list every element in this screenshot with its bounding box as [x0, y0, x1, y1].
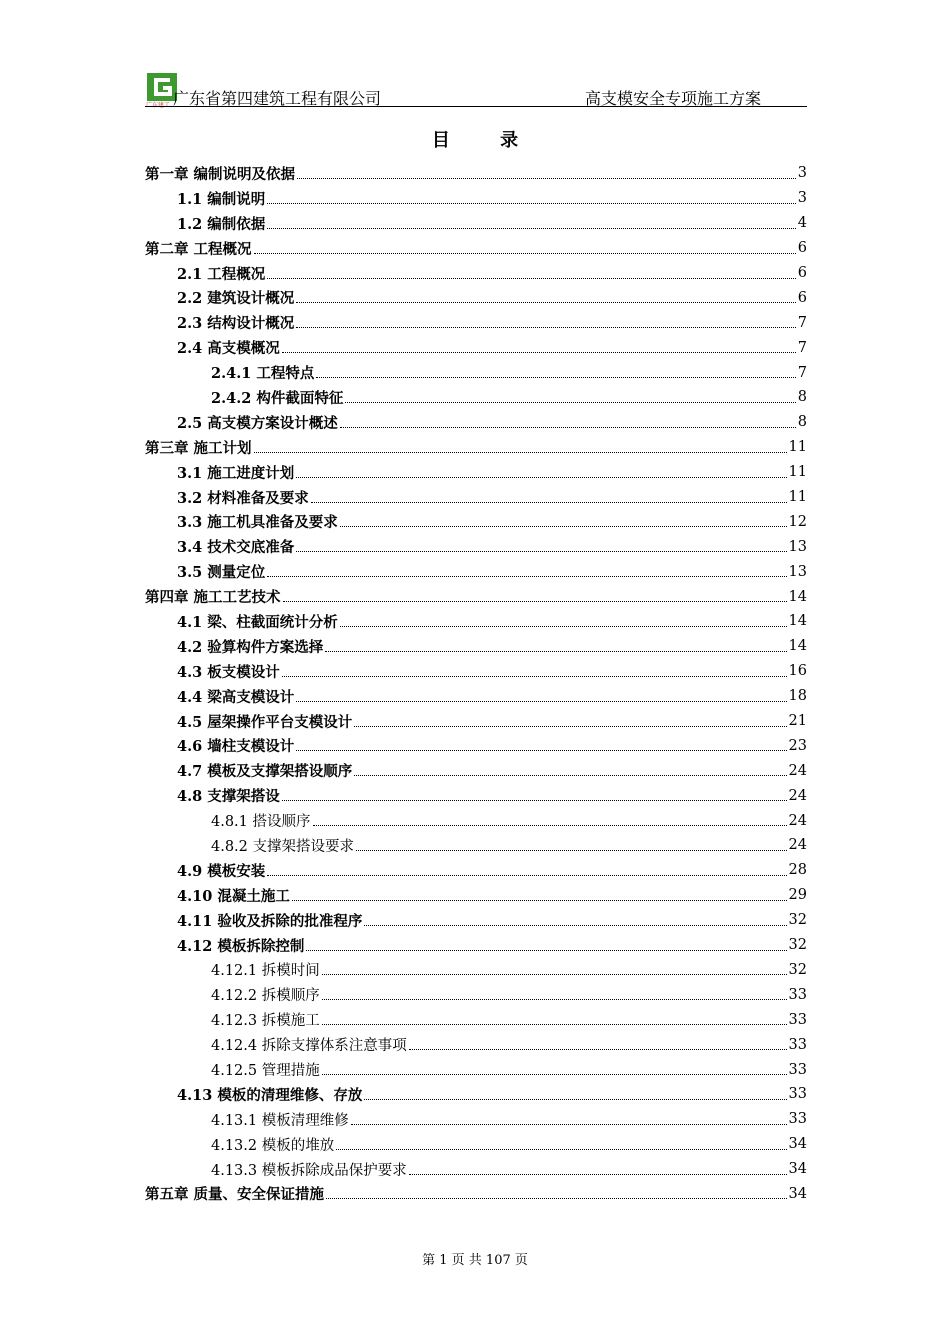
toc-leader-dots	[409, 1174, 787, 1175]
toc-entry[interactable]	[145, 634, 807, 659]
toc-entry-page: 11	[788, 489, 807, 506]
toc-entry-label: 2.2 建筑设计概况	[177, 290, 295, 308]
toc-entry-label: 4.13 模板的清理维修、存放	[177, 1086, 363, 1104]
toc-entry[interactable]	[145, 709, 807, 734]
toc-entry-label: 3.3 施工机具准备及要求	[177, 514, 338, 532]
table-of-contents	[145, 161, 807, 1206]
toc-entry-page: 11	[788, 439, 807, 456]
toc-leader-dots	[325, 651, 786, 652]
toc-entry-label: 4.10 混凝土施工	[177, 887, 290, 905]
toc-entry-label: 4.4 梁高支模设计	[177, 688, 295, 706]
toc-entry-label: 2.3 结构设计概况	[177, 315, 295, 333]
toc-entry-page: 24	[788, 812, 807, 829]
toc-entry-page: 24	[788, 837, 807, 854]
toc-entry[interactable]	[145, 335, 807, 360]
toc-entry-label: 4.6 墙柱支模设计	[177, 738, 295, 756]
toc-leader-dots	[354, 775, 786, 776]
toc-leader-dots	[297, 178, 796, 179]
toc-entry[interactable]	[145, 285, 807, 310]
toc-entry[interactable]	[145, 186, 807, 211]
toc-entry-label: 4.12 模板拆除控制	[177, 937, 305, 955]
toc-entry-label: 第四章 施工工艺技术	[145, 589, 281, 607]
toc-entry-page: 33	[788, 986, 807, 1003]
toc-entry-page: 6	[797, 265, 807, 281]
toc-entry-label: 2.1 工程概况	[177, 265, 266, 283]
toc-leader-dots	[356, 850, 787, 851]
toc-entry-label: 第三章 施工计划	[145, 439, 252, 457]
toc-entry-label: 3.1 施工进度计划	[177, 464, 295, 482]
toc-entry-label: 4.11 验收及拆除的批准程序	[177, 912, 363, 930]
toc-entry-label: 4.12.5 管理措施	[211, 1063, 320, 1079]
toc-entry-label: 第二章 工程概况	[145, 240, 252, 258]
toc-leader-dots	[254, 452, 787, 453]
toc-entry-page: 13	[788, 538, 807, 555]
toc-entry[interactable]	[145, 783, 807, 808]
toc-entry-page: 33	[788, 1111, 807, 1128]
toc-entry[interactable]	[145, 684, 807, 709]
toc-leader-dots	[364, 1099, 786, 1100]
toc-entry-page: 32	[788, 937, 807, 954]
toc-leader-dots	[296, 750, 786, 751]
toc-leader-dots	[311, 502, 787, 503]
toc-entry[interactable]	[145, 485, 807, 510]
toc-entry-page: 34	[788, 1161, 807, 1178]
page-footer: 第 1 页 共 107 页	[422, 1253, 528, 1268]
toc-entry-label: 2.4.2 构件截面特征	[211, 389, 344, 407]
toc-leader-dots	[316, 377, 795, 378]
toc-leader-dots	[364, 925, 786, 926]
toc-entry-label: 3.5 测量定位	[177, 564, 266, 582]
toc-leader-dots	[296, 477, 786, 478]
toc-leader-dots	[267, 228, 795, 229]
toc-entry-label: 3.2 材料准备及要求	[177, 489, 309, 507]
toc-entry-page: 7	[797, 364, 807, 381]
toc-entry-label: 4.7 模板及支撑架搭设顺序	[177, 763, 353, 781]
toc-entry-label: 第一章 编制说明及依据	[145, 165, 296, 183]
toc-entry-label: 4.12.2 拆模顺序	[211, 988, 320, 1005]
toc-entry[interactable]	[145, 808, 807, 833]
toc-leader-dots	[296, 551, 786, 552]
toc-entry-page: 32	[788, 961, 807, 978]
toc-entry[interactable]	[145, 1032, 807, 1057]
toc-entry[interactable]	[145, 982, 807, 1007]
toc-entry[interactable]	[145, 1132, 807, 1157]
toc-entry-label: 3.4 技术交底准备	[177, 539, 295, 557]
toc-leader-dots	[351, 1124, 787, 1125]
toc-entry[interactable]	[145, 1182, 807, 1207]
toc-entry-page: 3	[797, 190, 807, 207]
toc-entry-page: 14	[788, 613, 807, 630]
toc-leader-dots	[354, 726, 786, 727]
toc-entry-page: 32	[788, 912, 807, 929]
header-rule	[145, 106, 807, 107]
toc-entry-page: 33	[788, 1061, 807, 1078]
toc-entry[interactable]	[145, 211, 807, 236]
toc-leader-dots	[313, 825, 787, 826]
toc-entry[interactable]	[145, 733, 807, 758]
toc-entry[interactable]	[145, 1157, 807, 1182]
toc-entry-page: 14	[788, 588, 807, 605]
toc-leader-dots	[292, 900, 787, 901]
toc-entry-label: 1.1 编制说明	[177, 190, 266, 208]
page-header	[145, 70, 807, 110]
toc-entry-page: 12	[788, 513, 807, 530]
toc-entry-label: 4.13.1 模板清理维修	[211, 1112, 349, 1129]
toc-leader-dots	[296, 701, 786, 702]
toc-leader-dots	[282, 352, 796, 353]
toc-leader-dots	[345, 402, 795, 403]
toc-entry[interactable]	[145, 584, 807, 609]
toc-entry-label: 4.12.1 拆模时间	[211, 963, 320, 980]
toc-entry[interactable]	[145, 958, 807, 983]
toc-entry[interactable]	[145, 758, 807, 783]
toc-leader-dots	[340, 427, 796, 428]
toc-entry-label: 4.13.3 模板拆除成品保护要求	[211, 1162, 407, 1179]
toc-leader-dots	[267, 576, 786, 577]
toc-entry[interactable]	[145, 609, 807, 634]
toc-entry-page: 33	[788, 1036, 807, 1053]
toc-leader-dots	[296, 302, 795, 303]
toc-entry-label: 4.8.2 支撑架搭设要求	[211, 838, 355, 855]
toc-entry[interactable]	[145, 559, 807, 584]
toc-entry-page: 24	[788, 762, 807, 779]
toc-entry-label: 4.12.4 拆除支撑体系注意事项	[211, 1038, 407, 1055]
toc-entry[interactable]	[145, 1007, 807, 1032]
logo-lettering: 广东建工	[146, 103, 171, 108]
toc-leader-dots	[340, 526, 787, 527]
toc-entry-page: 7	[797, 314, 807, 331]
toc-leader-dots	[283, 601, 787, 602]
toc-entry[interactable]	[145, 1082, 807, 1107]
toc-entry[interactable]	[145, 659, 807, 684]
toc-leader-dots	[409, 1049, 787, 1050]
toc-entry-label: 4.9 模板安装	[177, 862, 266, 880]
toc-heading: 目 录	[431, 130, 541, 151]
toc-entry-label: 第五章 质量、安全保证措施	[145, 1186, 325, 1204]
toc-entry[interactable]	[145, 509, 807, 534]
toc-entry[interactable]	[145, 310, 807, 335]
toc-entry-page: 4	[797, 215, 807, 232]
toc-leader-dots	[267, 875, 786, 876]
toc-entry[interactable]	[145, 385, 807, 410]
toc-entry-page: 16	[788, 663, 807, 680]
toc-entry[interactable]	[145, 460, 807, 485]
toc-leader-dots	[254, 253, 796, 254]
toc-leader-dots	[336, 1149, 786, 1150]
toc-entry-label: 4.3 板支模设计	[177, 663, 280, 681]
toc-entry-page: 14	[788, 638, 807, 655]
toc-leader-dots	[296, 327, 795, 328]
toc-entry[interactable]	[145, 908, 807, 933]
toc-entry-page: 33	[788, 1086, 807, 1103]
toc-entry-page: 28	[788, 862, 807, 879]
toc-entry[interactable]	[145, 1057, 807, 1082]
toc-entry[interactable]	[145, 261, 807, 286]
toc-entry-label: 4.12.3 拆模施工	[211, 1013, 320, 1030]
toc-entry-page: 33	[788, 1011, 807, 1028]
toc-entry-page: 21	[788, 713, 807, 730]
toc-entry[interactable]	[145, 858, 807, 883]
toc-entry[interactable]	[145, 410, 807, 435]
toc-leader-dots	[322, 999, 787, 1000]
toc-entry-label: 1.2 编制依据	[177, 215, 266, 233]
toc-entry[interactable]	[145, 883, 807, 908]
toc-entry[interactable]	[145, 534, 807, 559]
toc-entry-page: 18	[788, 688, 807, 705]
toc-entry-label: 2.4.1 工程特点	[211, 365, 315, 383]
toc-entry-page: 13	[788, 563, 807, 580]
toc-entry-label: 4.2 验算构件方案选择	[177, 638, 324, 656]
toc-entry[interactable]	[145, 933, 807, 958]
toc-entry-page: 23	[788, 737, 807, 754]
toc-leader-dots	[322, 974, 787, 975]
toc-leader-dots	[282, 800, 787, 801]
toc-entry-label: 2.5 高支模方案设计概述	[177, 414, 338, 432]
toc-entry[interactable]	[145, 435, 807, 460]
toc-leader-dots	[306, 950, 786, 951]
toc-entry-label: 4.5 屋架操作平台支模设计	[177, 713, 353, 731]
toc-entry-label: 2.4 高支模概况	[177, 340, 280, 358]
toc-entry-label: 4.8.1 搭设顺序	[211, 814, 311, 831]
toc-entry-label: 4.1 梁、柱截面统计分析	[177, 613, 338, 631]
toc-entry-page: 8	[797, 389, 807, 406]
toc-entry[interactable]	[145, 360, 807, 385]
toc-leader-dots	[322, 1024, 787, 1025]
toc-leader-dots	[282, 676, 787, 677]
toc-entry-page: 8	[797, 414, 807, 431]
toc-entry[interactable]	[145, 1107, 807, 1132]
toc-entry-page: 6	[797, 240, 807, 257]
toc-leader-dots	[322, 1074, 787, 1075]
toc-entry-page: 11	[788, 464, 807, 481]
toc-entry-page: 7	[797, 339, 807, 356]
toc-entry[interactable]	[145, 236, 807, 261]
toc-entry-label: 4.8 支撑架搭设	[177, 788, 280, 806]
toc-leader-dots	[267, 203, 795, 204]
toc-entry-page: 34	[788, 1185, 807, 1202]
toc-entry-page: 24	[788, 787, 807, 804]
toc-leader-dots	[326, 1198, 786, 1199]
toc-entry[interactable]	[145, 161, 807, 186]
toc-leader-dots	[267, 278, 795, 279]
document-title: 高支模安全专项施工方案	[584, 89, 761, 108]
toc-entry-page: 29	[788, 887, 807, 904]
toc-entry-label: 4.13.2 模板的堆放	[211, 1137, 335, 1154]
toc-entry-page: 3	[797, 165, 807, 182]
toc-entry-page: 6	[797, 289, 807, 306]
company-name: 广东省第四建筑工程有限公司	[173, 89, 382, 108]
toc-leader-dots	[340, 626, 787, 627]
toc-entry-page: 34	[788, 1136, 807, 1153]
toc-entry[interactable]	[145, 833, 807, 858]
